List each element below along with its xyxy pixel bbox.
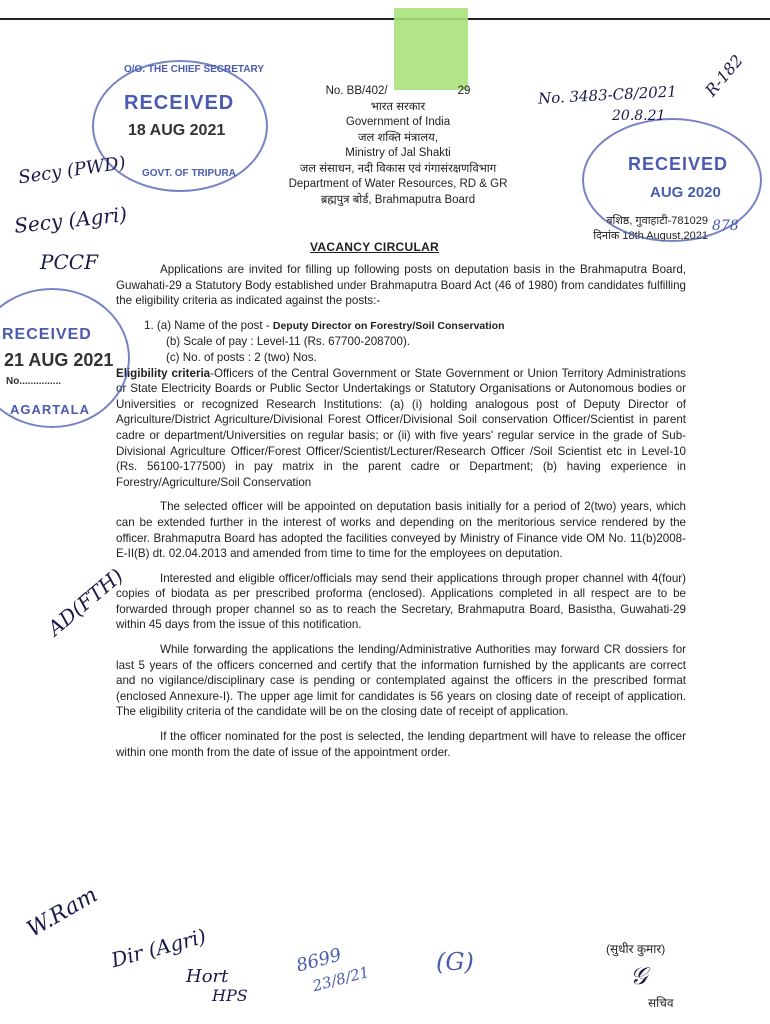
government: Government of India [345,116,451,128]
stamp-cs-bottom: GOVT. OF TRIPURA [142,168,236,179]
handwritten-ref-date: 20.8.21 [612,108,666,124]
eligibility-label: Eligibility criteria [116,366,211,380]
handwritten-hort: Hort [186,966,229,987]
apply-paragraph: Interested and eligible officer/officials may send their applications through proper channel with 4(four) copies of biodata as per prescribed proforma (enclosed). Applications completed in all respect are to be forwarded through proper channel so as to reach the Secretary, Brahmaputra Board, Basistha, Guwahati-29 within 45 days from the issue of this notification. [116,571,686,632]
department: Department of Water Resources, RD & GR [288,178,508,190]
signature-name: (सुधीर कुमार) [606,942,666,956]
handwritten-ad-fth: AD(FTH) [42,563,128,641]
stamp-left-received: RECEIVED [2,326,92,343]
stamp-left-no: No............... [6,376,62,387]
handwritten-inward: 8699 [294,944,344,977]
post-name: 1. (a) Name of the post - Deputy Director on Forestry/Soil Conservation [144,318,505,332]
file-number: No. BB/402/ 29 [325,85,471,97]
handwritten-secy-pwd: Secy (PWD) [17,152,127,189]
handwritten-dir-agri: Dir (Agri) [108,923,209,973]
signature-scribble: 𝒢 [630,962,648,990]
signature-designation: सचिव [648,996,674,1010]
handwritten-inward-date: 23/8/21 [310,962,372,996]
handwritten-secy-agri: Secy (Agri) [13,202,129,238]
ministry: Ministry of Jal Shakti [345,147,451,159]
hindi-government: भारत सरकार [370,100,426,113]
intro-paragraph: Applications are invited for filling up following posts on deputation basis in the Brahmaputra Board, Guwahati-29 a Statutory Body established under Brahmaputra Board Act (46 of 1980) from candidates fulfilling the eligibility criteria as indicated against the posts:- [116,263,686,308]
eligibility-text: -Officers of the Central Government or State Government or Union Territory Administrations or State Electricity Boards or Public Sector Undertakings or Statutory Organisations or Autonomous bodies or Universities or recognized Research Institutions: (a) (i) holding analogous post of Deputy Director of Agriculture/District Agriculture/Divisional Forest Officer/Divisional Soil conservation Officer/Scientist in parent cadre or department/Universities on regular basis; or (ii) with five years' regular service in the grade of Sub-Divisional Agriculture Officer/Forest Officer/Scientist/Lecturer/Research Officer /Soil Scientist etc in Level-10 (Rs. 56100-177500) in pay matrix in the parent cadre or Department; (b) having experience in Forestry/Agriculture/Soil Conservation [116,366,686,489]
place: बशिष्ठ, गुवाहाटी-781029 [606,215,708,227]
circular-body [116,262,686,769]
page-top-border [0,18,770,20]
forwarding-paragraph: While forwarding the applications the lending/Administrative Authorities may forward CR dossiers for last 5 years of the officers concerned and certify that the information furnished by the applicants are correct and no vigilance/disciplinary case is pending or contemplated against the officers in the prescribed format (enclosed Annexure-I). The upper age limit for candidates is 56 years on closing date of receipt of application. The eligibility criteria of the candidate will be on the closing date of receipt of application. [116,643,686,719]
stamp-cs-date: 18 AUG 2021 [128,122,226,139]
handwritten-hps: HPS [212,986,248,1005]
handwritten-wrm: W.Ram [22,882,102,943]
post-details [144,318,686,366]
sticky-note [394,8,468,90]
deputation-paragraph: The selected officer will be appointed on deputation basis initially for a period of 2(two) years, which can be extended further in the interest of works and depending on the meritorious service rendered by the officer. Brahmaputra Board has adopted the facilities conveyed by Ministry of Finance vide OM No. 11(b)2008-E-II(B) dt. 02.04.2013 and amended from time to time for the employees on deputation. [116,500,686,561]
release-paragraph: If the officer nominated for the post is selected, the lending department will have to release the officer within one month from the date of issue of the appointment order. [116,730,686,759]
handwritten-ref-no: No. 3483-C8/2021 [537,82,678,108]
handwritten-g: (G) [436,948,474,976]
hindi-ministry: जल शक्ति मंत्रालय, [357,131,439,144]
stamp-right-received: RECEIVED [628,154,729,174]
handwritten-r-code: R-182 [701,51,747,100]
stamp-left-date: 21 AUG 2021 [4,350,114,370]
post-count: (c) No. of posts : 2 (two) Nos. [166,350,317,364]
letterhead [258,84,538,208]
eligibility-criteria [116,366,686,491]
hindi-board: ब्रह्मपुत्र बोर्ड, Brahmaputra Board [320,193,476,206]
stamp-cs-received: RECEIVED [124,92,235,114]
issue-date: दिनांक 18th August,2021 [593,230,708,242]
handwritten-878: 878 [712,218,739,234]
stamp-cs-top: O/O. THE CHIEF SECRETARY [124,64,265,75]
hindi-department: जल संसाधन, नदी विकास एवं गंगासंरक्षणविभाग [299,162,497,175]
circular-title: VACANCY CIRCULAR [310,240,440,254]
stamp-right-date: AUG 2020 [650,184,721,201]
handwritten-pccf: PCCF [40,250,98,274]
pay-scale: (b) Scale of pay : Level-11 (Rs. 67700-208700). [166,335,411,349]
stamp-left-bottom: AGARTALA [10,402,90,417]
